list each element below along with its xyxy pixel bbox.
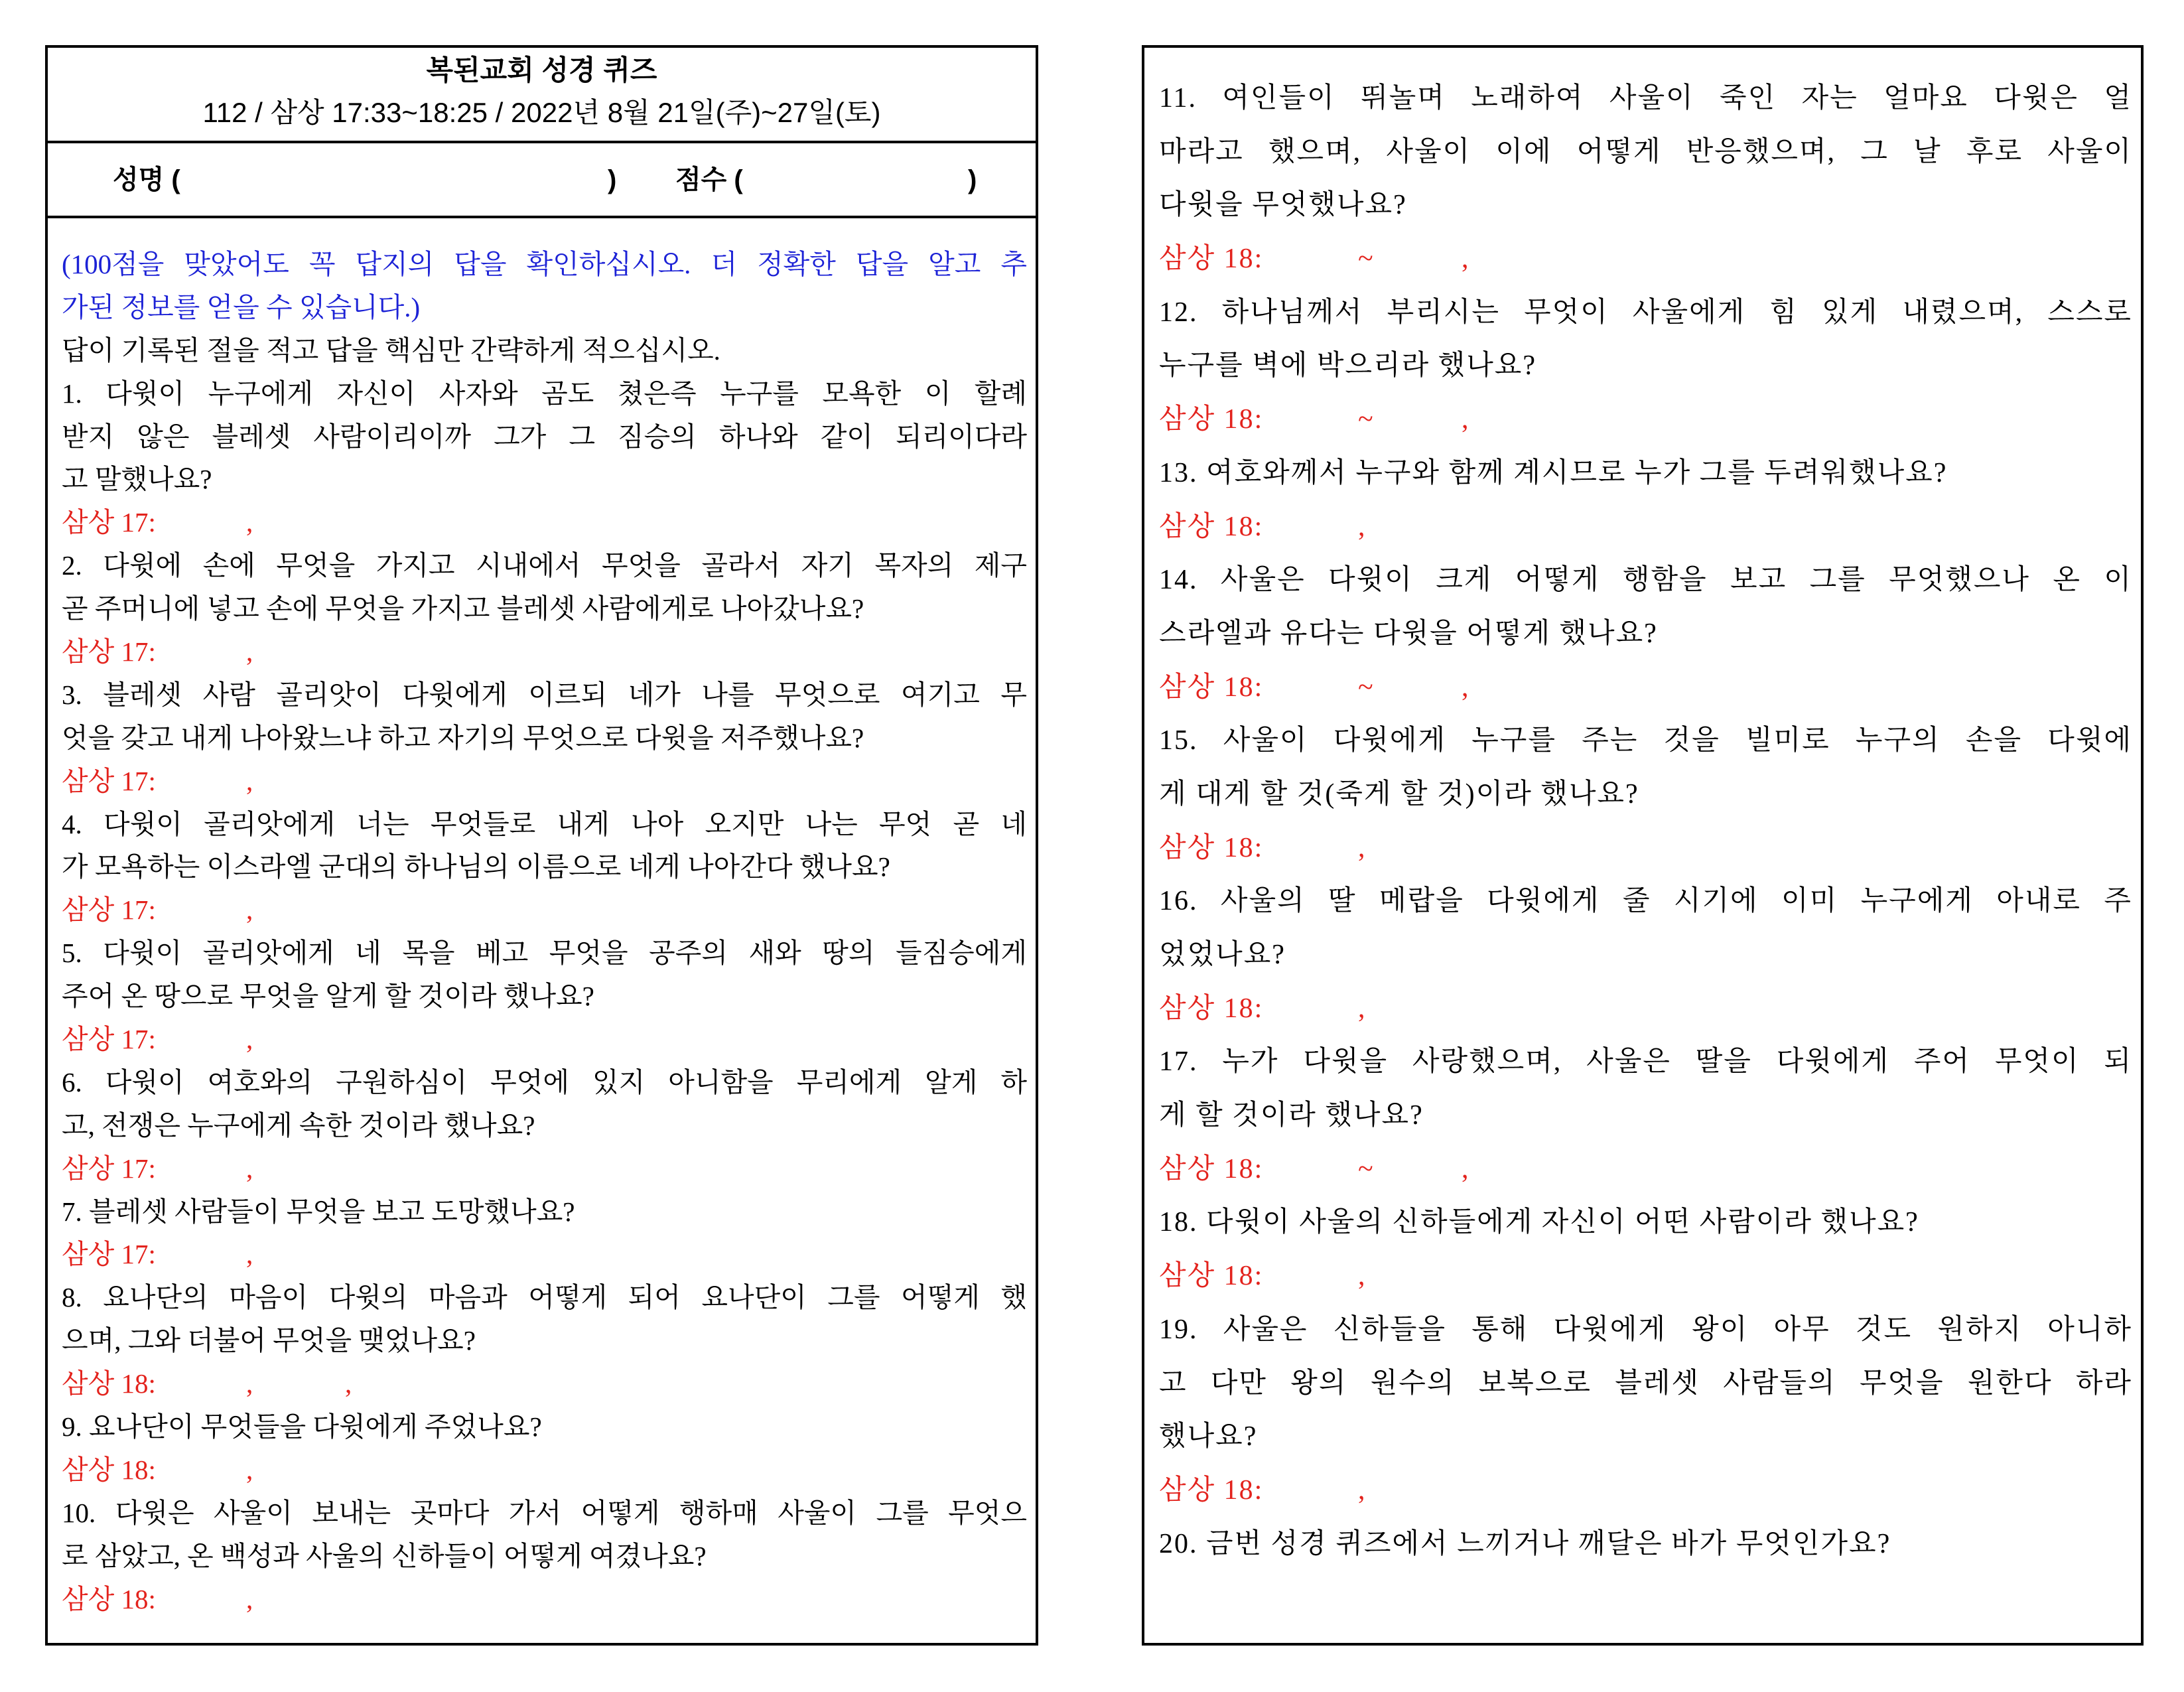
answer-line: [1159, 982, 2132, 1036]
answer-verse-ref: 삼상 17:: [62, 1153, 156, 1184]
answer-line: [1159, 393, 2132, 447]
right-question-list: [1159, 72, 2132, 1571]
left-question-list: [62, 243, 1027, 1621]
answer-separator: ,: [246, 507, 253, 538]
answer-verse-ref: 삼상 18:: [1159, 1261, 1264, 1292]
question-text-line: 가 모욕하는 이스라엘 군대의 하나님의 이름으로 네게 나아간다 했나요?: [62, 851, 890, 882]
question-text-line: 스라엘과 유다는 다윗을 어떻게 했나요?: [1159, 618, 1658, 649]
instruction-line: 답이 기록된 절을 적고 답을 핵심만 간략하게 적으십시오.: [62, 334, 720, 366]
question-text-line: 받지 않은 블레셋 사람이리이까 그가 그 짐승의 하나와 같이 되리이다라: [62, 421, 1027, 452]
answer-separator: ,: [1358, 1474, 1367, 1506]
question-text-line: 했나요?: [1159, 1421, 1258, 1452]
answer-verse-ref: 삼상 18:: [1159, 244, 1264, 275]
question-text-line: 5. 다윗이 골리앗에게 네 목을 베고 무엇을 공주의 새와 땅의 들짐승에게: [62, 938, 1027, 969]
answer-separator: ,: [246, 1583, 253, 1614]
answer-line: [62, 501, 1027, 544]
name-label: 성명 (: [113, 165, 180, 194]
answer-separator: ~: [1358, 244, 1375, 275]
score-field-close-paren: ): [968, 165, 977, 194]
answer-verse-ref: 삼상 17:: [62, 1239, 156, 1270]
answer-verse-ref: 삼상 17:: [62, 894, 156, 926]
question-item: [1159, 1303, 2132, 1517]
answer-line: [1159, 232, 2132, 286]
answer-verse-ref: 삼상 17:: [62, 1024, 156, 1055]
question-text-line: 12. 하나님께서 부리시는 무엇이 사울에게 힘 있게 내렸으며, 스스로: [1159, 297, 2132, 328]
answer-separator: ~: [1358, 671, 1375, 703]
question-text-line: 엇을 갖고 내게 나아왔느냐 하고 자기의 무엇으로 다윗을 저주했나요?: [62, 722, 864, 753]
answer-separator: ,: [1462, 404, 1470, 435]
answer-verse-ref: 삼상 18:: [1159, 1474, 1264, 1506]
question-item: [62, 1061, 1027, 1190]
answer-verse-ref: 삼상 18:: [62, 1454, 156, 1485]
question-text-line: 으며, 그와 더불어 무엇을 맺었나요?: [62, 1325, 476, 1356]
answer-separator: ,: [246, 894, 253, 926]
question-text-line: 1. 다윗이 누구에게 자신이 사자와 곰도 쳤은즉 누구를 모욕한 이 할례: [62, 378, 1027, 409]
question-item: [62, 1405, 1027, 1492]
question-text-line: 14. 사울은 다윗이 크게 어떻게 행함을 보고 그를 무엇했으나 온 이: [1159, 565, 2132, 596]
form-divider: [48, 216, 1036, 218]
question-text-line: 7. 블레셋 사람들이 무엇을 보고 도망했나요?: [62, 1196, 575, 1227]
question-text-line: 15. 사울이 다윗에게 누구를 주는 것을 빌미로 누구의 손을 다윗에: [1159, 725, 2132, 756]
answer-line: [62, 1147, 1027, 1190]
question-item: [62, 544, 1027, 673]
answer-verse-ref: 삼상 18:: [1159, 993, 1264, 1024]
notice-line: 가된 정보를 얻을 수 있습니다.): [62, 291, 421, 322]
answer-separator: ,: [1358, 993, 1367, 1024]
question-text-line: 로 삼았고, 온 백성과 사울의 신하들이 어떻게 여겼나요?: [62, 1540, 707, 1571]
question-text-line: 4. 다윗이 골리앗에게 너는 무엇들로 내게 나아 오지만 나는 무엇 곧 네: [62, 808, 1027, 839]
question-text-line: 고 다만 왕의 원수의 보복으로 블레셋 사람들의 무엇을 원한다 하라: [1159, 1368, 2132, 1399]
question-item: [1159, 72, 2132, 286]
answer-separator: ,: [345, 1368, 352, 1399]
question-text-line: 20. 금번 성경 퀴즈에서 느끼거나 깨달은 바가 무엇인가요?: [1159, 1528, 1891, 1559]
answer-verse-ref: 삼상 18:: [62, 1583, 156, 1614]
score-label: 점수 (: [675, 165, 743, 194]
question-item: [1159, 286, 2132, 447]
answer-verse-ref: 삼상 17:: [62, 507, 156, 538]
question-item: [1159, 1035, 2132, 1196]
question-text-line: 다윗을 무엇했나요?: [1159, 190, 1407, 221]
answer-verse-ref: 삼상 18:: [1159, 1153, 1264, 1184]
answer-line: [62, 1362, 1027, 1405]
question-text-line: 9. 요나단이 무엇들을 다윗에게 주었나요?: [62, 1411, 542, 1443]
answer-line: [62, 760, 1027, 803]
notice-line: (100점을 맞았어도 꼭 답지의 답을 확인하십시오. 더 정확한 답을 알고 추: [62, 249, 1027, 279]
question-text-line: 게 대게 할 것(죽게 할 것)이라 했나요?: [1159, 778, 1639, 810]
question-item: [1159, 1196, 2132, 1303]
quiz-title: 복된교회 성경 퀴즈: [426, 54, 657, 86]
answer-separator: ,: [246, 1239, 253, 1270]
question-item: [62, 372, 1027, 545]
question-item: [62, 1276, 1027, 1405]
question-item: [1159, 714, 2132, 875]
answer-separator: ,: [1462, 1153, 1470, 1184]
question-text-line: 누구를 벽에 박으리라 했나요?: [1159, 350, 1537, 382]
question-text-line: 마라고 했으며, 사울이 이에 어떻게 반응했으며, 그 날 후로 사울이: [1159, 136, 2132, 167]
header-divider: [48, 141, 1036, 143]
question-text-line: 10. 다윗은 사울이 보내는 곳마다 가서 어떻게 행하매 사울이 그를 무엇으: [62, 1497, 1027, 1528]
question-text-line: 었었나요?: [1159, 940, 1286, 970]
right-panel: [1142, 45, 2144, 1646]
question-item: [62, 1190, 1027, 1277]
answer-line: [62, 1233, 1027, 1276]
answer-separator: ,: [1462, 671, 1470, 703]
question-item: [62, 673, 1027, 803]
answer-separator: ,: [1462, 244, 1470, 275]
question-text-line: 고 말했나요?: [62, 464, 212, 495]
answer-line: [62, 1578, 1027, 1621]
quiz-subtitle: 112 / 삼상 17:33~18:25 / 2022년 8월 21일(주)~27일(토): [202, 97, 881, 128]
name-score-row: [48, 160, 1036, 200]
answer-verse-ref: 삼상 17:: [62, 636, 156, 668]
answer-verse-ref: 삼상 18:: [1159, 832, 1264, 863]
question-text-line: 17. 누가 다윗을 사랑했으며, 사울은 딸을 다윗에게 주어 무엇이 되: [1159, 1046, 2132, 1078]
question-text-line: 18. 다윗이 사울의 신하들에게 자신이 어떤 사람이라 했나요?: [1159, 1207, 1919, 1238]
question-text-line: 3. 블레셋 사람 골리앗이 다윗에게 이르되 네가 나를 무엇으로 여기고 무: [62, 679, 1027, 710]
answer-verse-ref: 삼상 18:: [1159, 404, 1264, 435]
question-text-line: 고, 전쟁은 누구에게 속한 것이라 했나요?: [62, 1109, 535, 1141]
answer-separator: ,: [246, 636, 253, 668]
answer-line: [1159, 821, 2132, 875]
question-item: [62, 932, 1027, 1061]
answer-verse-ref: 삼상 18:: [1159, 511, 1264, 542]
question-text-line: 주어 온 땅으로 무엇을 알게 할 것이라 했나요?: [62, 981, 594, 1012]
answer-separator: ,: [246, 1368, 253, 1399]
answer-line: [62, 888, 1027, 932]
question-item: [1159, 447, 2132, 553]
answer-line: [1159, 1464, 2132, 1517]
answer-separator: ~: [1358, 1153, 1375, 1184]
answer-separator: ,: [1358, 832, 1367, 863]
question-text-line: 16. 사울의 딸 메랍을 다윗에게 줄 시기에 이미 누구에게 아내로 주: [1159, 886, 2132, 917]
question-item: [1159, 553, 2132, 714]
left-panel: [45, 45, 1038, 1646]
answer-line: [62, 1018, 1027, 1061]
question-item: [1159, 1517, 2132, 1571]
question-text-line: 곧 주머니에 넣고 손에 무엇을 가지고 블레셋 사람에게로 나아갔나요?: [62, 593, 864, 624]
question-item: [62, 803, 1027, 932]
answer-separator: ,: [246, 765, 253, 796]
question-text-line: 게 할 것이라 했나요?: [1159, 1100, 1424, 1131]
answer-verse-ref: 삼상 18:: [62, 1368, 156, 1399]
answer-separator: ,: [1358, 1261, 1367, 1292]
answer-line: [1159, 1249, 2132, 1303]
answer-separator: ~: [1358, 404, 1375, 435]
answer-line: [1159, 1143, 2132, 1196]
question-text-line: 2. 다윗에 손에 무엇을 가지고 시내에서 무엇을 골라서 자기 목자의 제구: [62, 550, 1027, 581]
answer-separator: ,: [246, 1454, 253, 1485]
answer-line: [62, 630, 1027, 673]
question-text-line: 6. 다윗이 여호와의 구원하심이 무엇에 있지 아니함을 무리에게 알게 하: [62, 1066, 1027, 1097]
answer-verse-ref: 삼상 17:: [62, 765, 156, 796]
question-text-line: 11. 여인들이 뛰놀며 노래하여 사울이 죽인 자는 얼마요 다윗은 얼: [1159, 83, 2132, 113]
answer-verse-ref: 삼상 18:: [1159, 671, 1264, 703]
answer-separator: ,: [246, 1153, 253, 1184]
answer-separator: ,: [246, 1024, 253, 1055]
question-text-line: 19. 사울은 신하들을 통해 다윗에게 왕이 아무 것도 원하지 아니하: [1159, 1314, 2132, 1345]
answer-line: [62, 1448, 1027, 1492]
question-text-line: 8. 요나단의 마음이 다윗의 마음과 어떻게 되어 요나단이 그를 어떻게 했: [62, 1282, 1027, 1313]
answer-line: [1159, 500, 2132, 554]
question-text-line: 13. 여호와께서 누구와 함께 계시므로 누가 그를 두려워했나요?: [1159, 457, 1948, 488]
question-item: [62, 1492, 1027, 1621]
question-item: [1159, 875, 2132, 1035]
name-field-close-paren: ): [608, 165, 617, 194]
answer-separator: ,: [1358, 511, 1367, 542]
answer-line: [1159, 661, 2132, 715]
